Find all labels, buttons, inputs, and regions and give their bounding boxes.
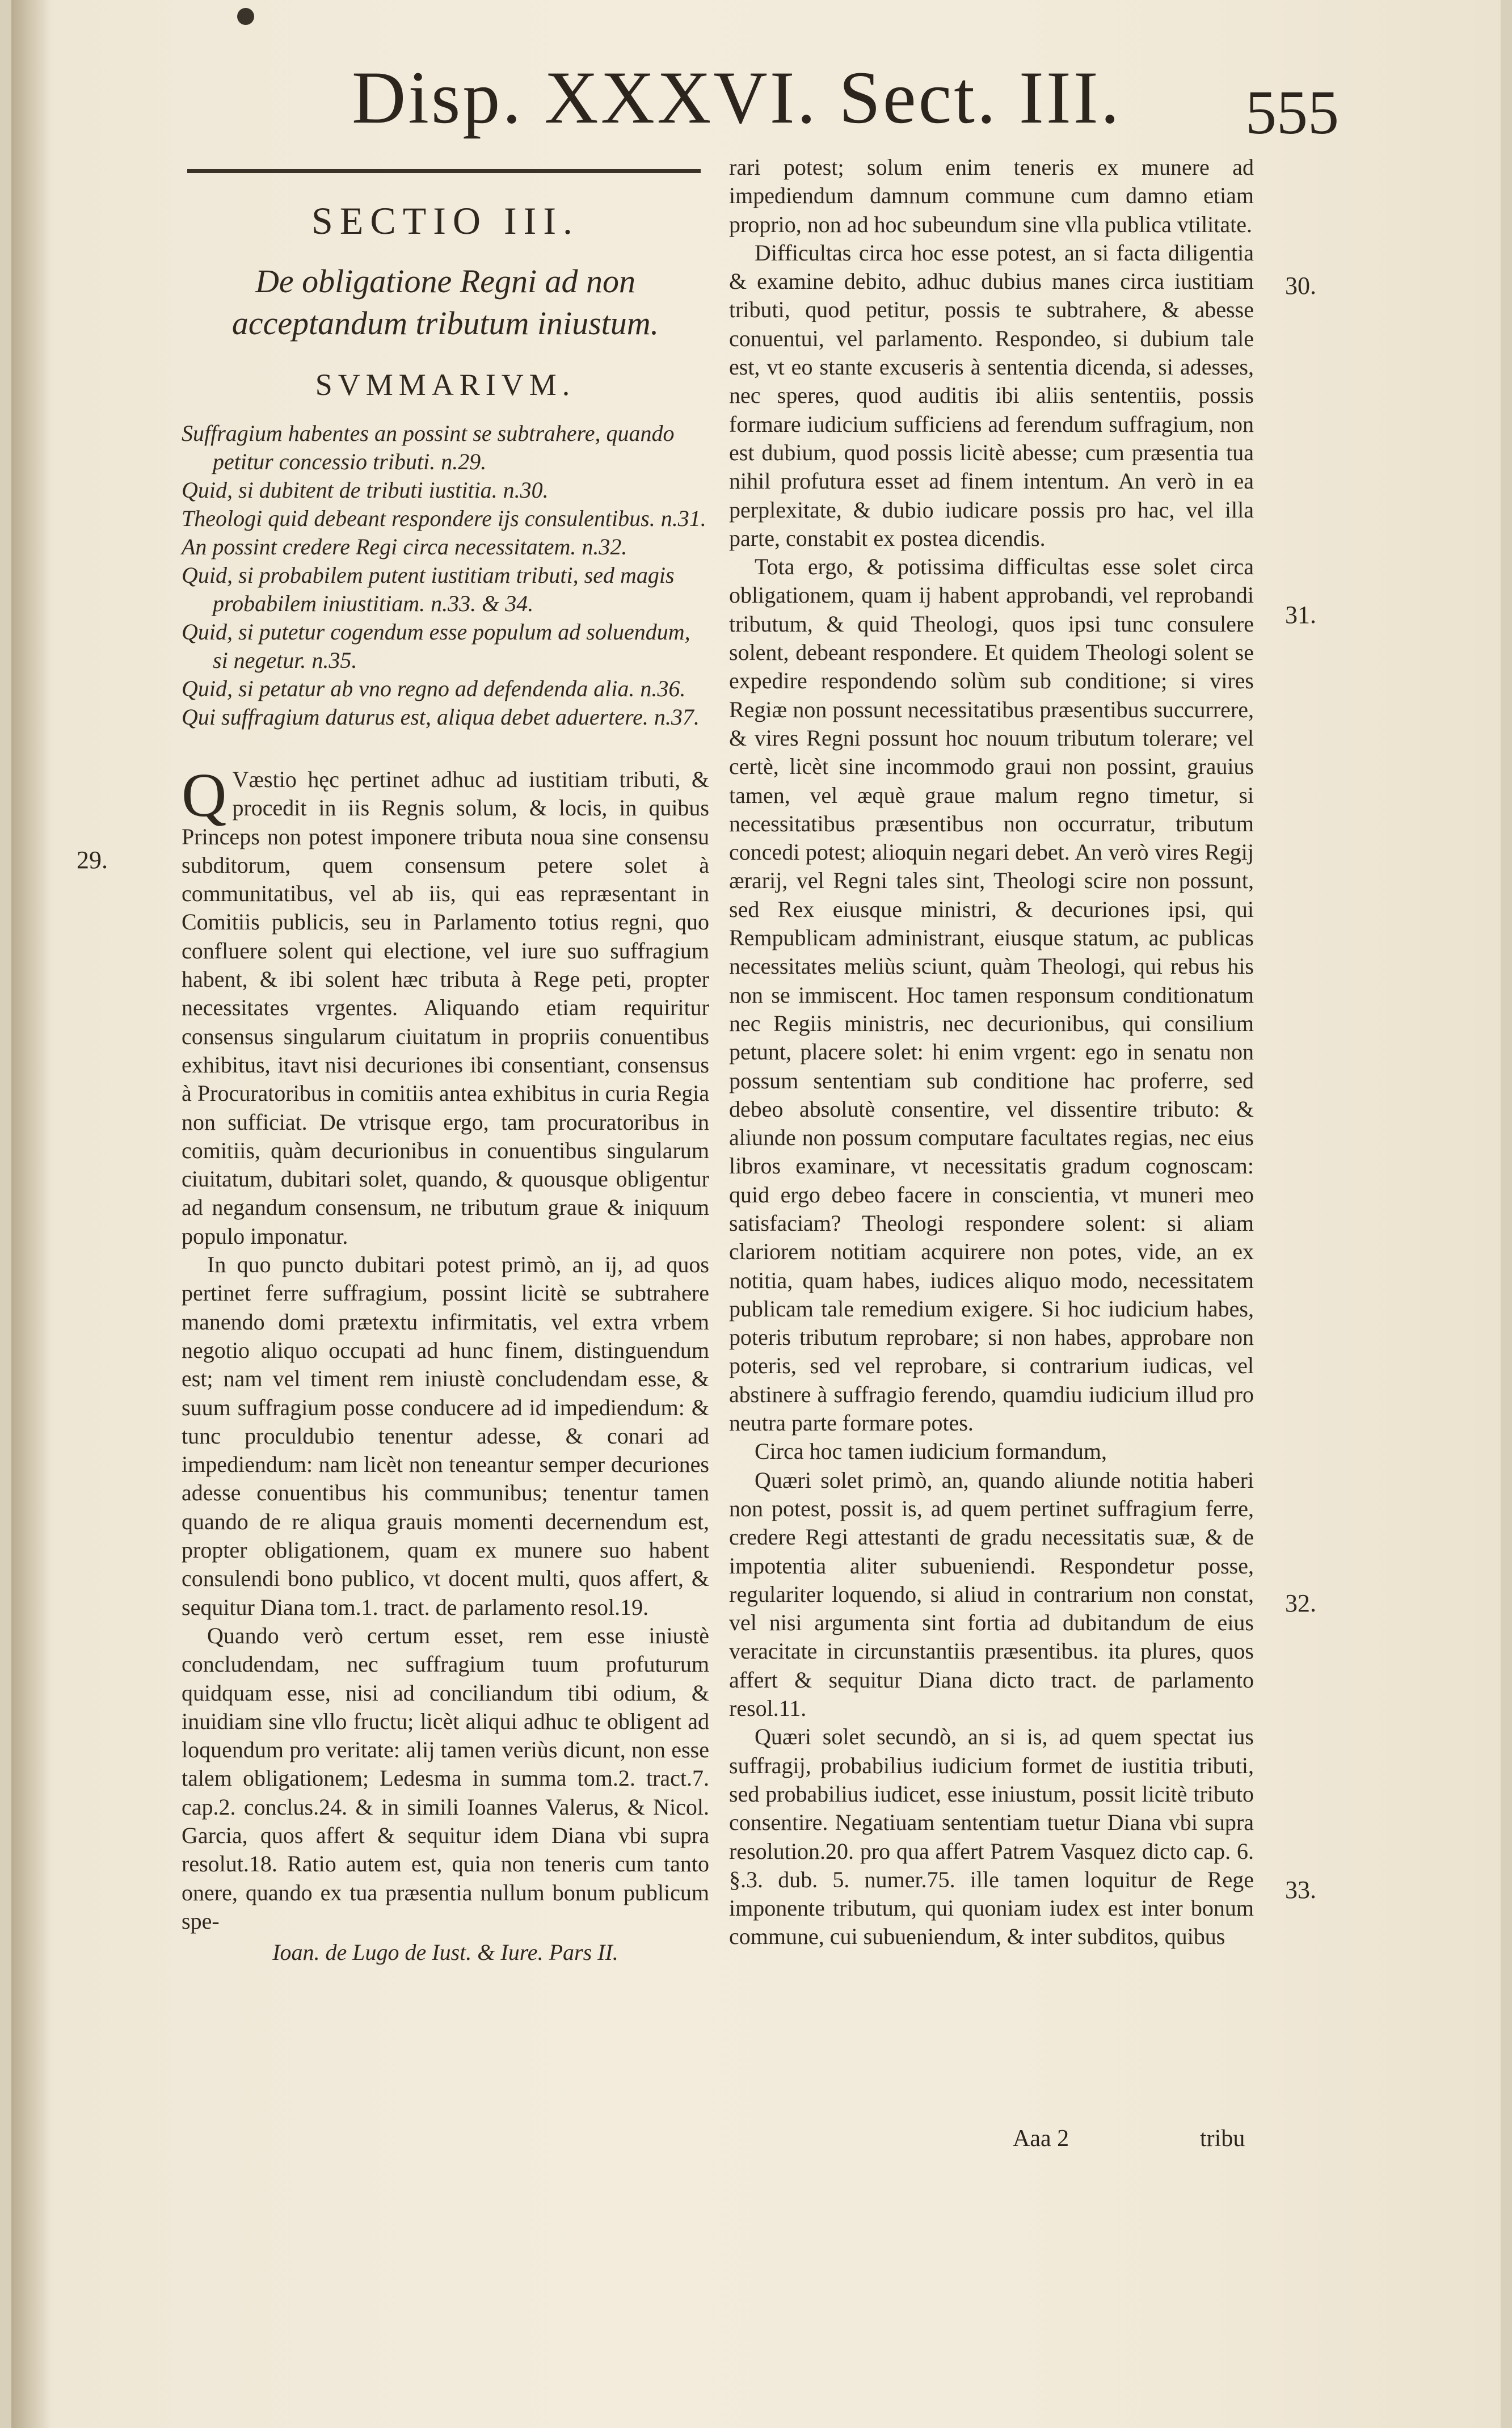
summary-item: An possint credere Regi circa necessitatem. n.32. [182, 534, 627, 559]
binding-hole [237, 8, 254, 25]
margin-number-30: 30. [1285, 272, 1316, 300]
book-page [11, 0, 1501, 2428]
summary-item: Theologi quid debeant respondere ijs consulentibus. n.31. [182, 506, 706, 531]
left-column [182, 187, 709, 1966]
page-gutter [11, 0, 51, 2428]
page-header [352, 54, 1339, 150]
catchword: tribu [1200, 2126, 1245, 2152]
header-rule [187, 169, 701, 173]
margin-number-29: 29. [77, 846, 108, 874]
section-subtitle: De obligatione Regni ad non acceptandum tributum iniustum. [231, 263, 659, 342]
summary-item: Quid, si petatur ab vno regno ad defendenda alia. n.36. [182, 676, 686, 701]
margin-number-32: 32. [1285, 1589, 1316, 1617]
body-paragraph [182, 760, 709, 1251]
page-number: 555 [1245, 78, 1339, 147]
body-paragraph: rari potest; solum enim teneris ex munere ad impediendum damnum commune cum damno etiam proprio, non ad hoc subeundum sine vlla publica vtilitate. [729, 154, 1254, 237]
summary-item: Quid, si dubitent de tributi iustitia. n.30. [182, 477, 549, 503]
body-paragraph: Difficultas circa hoc esse potest, an si facta diligentia & examine debito, adhuc dubius manes circa iustitiam tributi, quod petitur, possis te subtrahere, & abesse conuentui, vel parlamento. Respondeo, si dubium tale est, vt eo stante excuseris à sententia dicenda, si adesses, nec speres, quod auditis ibi aliis sententiis, possis formare iudicium sufficiens ad ferendum suffragium, non est dubium, quod possis licitè abesse; cum præsentia tua nihil profutura esset ad finem intentum. An verò in ea perplexitate, & dubio iudicare possis pro hac, vel illa parte, constabit ex postea dicendis. [729, 239, 1254, 551]
body-paragraph: Quando verò certum esset, rem esse iniustè concludendam, nec suffragium tuum profuturum quidquam esse, nisi ad conciliandum tibi odium, & inuidiam sine vllo fructu; licèt aliqui adhuc te obligent ad loquendum pro veritate: alij tamen veriùs dicunt, non esse talem obligationem; Ledesma in summa tom.2. tract.7. cap.2. conclus.24. & in simili Ioannes Valerus, & Nicol. Garcia, quos affert & sequitur idem Diana vbi supra resolut.18. Ratio autem est, quia non teneris cum tanto onere, quando ex tua præsentia nullum bonum publicum spe- [182, 1622, 709, 1934]
section-title: SECTIO III. [311, 199, 579, 242]
right-column [729, 153, 1254, 1951]
footer-reference: Ioan. de Lugo de Iust. & Iure. Pars II. [272, 1939, 618, 1966]
body-paragraph: Quæri solet primò, an, quando aliunde notitia haberi non potest, possit is, ad quem pertinet suffragium ferre, credere Regi attestanti de gradu necessitatis suæ, & de impotentia aliter subueniendi. Respondetur posse, regulariter loquendo, si aliud in contrarium non constat, vel nisi argumenta sint fortia ad dubitandum de eius veracitate in circunstantiis præsentibus. ita plures, quos affert & sequitur Diana dicto tract. de parlamento resol.11. [729, 1467, 1254, 1722]
summary-item: Qui suffragium daturus est, aliqua debet aduertere. n.37. [182, 704, 700, 730]
summary-item: Quid, si probabilem putent iustitiam tributi, sed magis probabilem iniustitiam. n.33. & 34. [182, 562, 675, 616]
summary-item: Quid, si putetur cogendum esse populum ad soluendum, si negetur. n.35. [182, 619, 690, 673]
summary-title: SVMMARIVM. [315, 368, 576, 402]
drop-cap: Q [182, 760, 227, 830]
body-paragraph: Tota ergo, & potissima difficultas esse solet circa obligationem, quam ij habent approbandi, vel reprobandi tributum, & quid Theologi, quos ipsi tunc consulere solent, debeant respondere. Et quidem Theologi solent se expedire respondendo solùm sub conditione; si vires Regiæ non possunt necessitatibus præsentibus succurrere, & vires Regni possunt hoc nouum tributum tolerare; vel certè, licèt sine incommodo graui non possint, grauius tamen, vel æquè graue malum regno timetur, si necessitatibus præsentibus non occurratur, tributum concedi potest; alioquin negari debet. An verò vires Regij ærarij, vel Regni tales sint, Theologi scire non possunt, sed Rex eiusque ministri, & decuriones ipsi, qui Rempublicam administrant, eiusque statum, ac publicas necessitates meliùs sciunt, quàm Theologi, qui rebus his non se immiscent. Hoc tamen responsum conditionatum nec Regiis ministris, nec decurionibus, qui consilium petunt, placere solet: hi enim vrgent: ego in senatu non possum sententiam sub conditione hac proferre, sed debeo absolutè consentire, vel dissentire tributo: & aliunde non possum computare facultates regias, nec eius libros examinare, vt necessitatis gradum cognoscam: quid ergo debeo facere in conscientia, vt muneri meo satisfaciam? Theologi respondere solent: si aliam clariorem notitiam acquirere non potes, vide, an ex notitia, quam habes, iudices aliquo modo, necessitatem publicam tale remedium exigere. Si hoc iudicium habes, poteris tributum reprobare; si non habes, approbare non poteris, sed vel reprobare, si contrarium iudicas, vel abstinere à suffragio ferendo, quamdiu iudicium illud pro neutra parte formare potes. [729, 554, 1254, 1436]
summary-item: Suffragium habentes an possint se subtrahere, quando petitur concessio tributi. n.29. [182, 420, 675, 474]
margin-number-31: 31. [1285, 601, 1316, 629]
margin-number-33: 33. [1285, 1876, 1316, 1904]
paragraph-text: Væstio hęc pertinet adhuc ad iustitiam tributi, & procedit in iis Regnis solum, & locis, in quibus Princeps non potest imponere tributa noua sine consensu subditorum, quem consensum petere solet à communitatibus, vel ab iis, qui eas repræsentant in Comitiis publicis, seu in Parlamento totius regni, quo confluere solent qui electione, vel iure suo suffragium habent, & ibi solent hæc tributa à Rege peti, propter necessitates vrgentes. Aliquando etiam requiritur consensus singularum ciuitatum in propriis conuentibus exhibitus, itavt nisi decuriones ibi consentiant, consensus à Procuratoribus in comitiis antea exhibitus in curia Regia non sufficiat. De vtrisque ergo, tam procuratoribus in comitiis, quàm decurionibus in conuentibus singularum ciuitatum, dubitari solet, quando, & quousque obligentur ad negandum consensum, ne tributum graue & iniquum populo imponatur. [182, 767, 709, 1249]
body-paragraph: Circa hoc tamen iudicium formandum, [755, 1438, 1107, 1465]
body-paragraph: In quo puncto dubitari potest primò, an ij, ad quos pertinet ferre suffragium, possint licitè se subtrahere manendo domi prætextu infirmitatis, vel extra vrbem negotio aliquo occupati ad hunc finem, distinguendum est; nam vel timent rem iniustè concludendam esse, & suum suffragium posse conducere ad id impediendum: & tunc proculdubio tenentur adesse, & conari ad impediendum: nam licèt non teneantur semper decuriones adesse conuentibus his communibus; tenentur tamen quando de re aliqua grauis momenti decernendum est, propter obligationem, quam ex munere suo habent consulendi bono publico, vt docent multi, quos affert, & sequitur Diana tom.1. tract. de parlamento resol.19. [182, 1252, 709, 1620]
signature-mark: Aaa 2 [1013, 2126, 1069, 2152]
body-paragraph: Quæri solet secundò, an si is, ad quem spectat ius suffragij, probabilius iudicium formet de iustitia tributi, sed probabilius iudicet, esse iniustum, possit licitè tributo consentire. Negatiuam sententiam tuetur Diana vbi supra resolution.20. pro qua affert Patrem Vasquez dicto cap. 6. §.3. dub. 5. numer.75. ille tamen loquitur de Rege imponente tributum, qui quoniam iudex est inter bonum commune, cui subueniendum, & inter subditos, quibus [729, 1724, 1254, 1950]
running-title: Disp. XXXVI. Sect. III. [352, 56, 1122, 139]
